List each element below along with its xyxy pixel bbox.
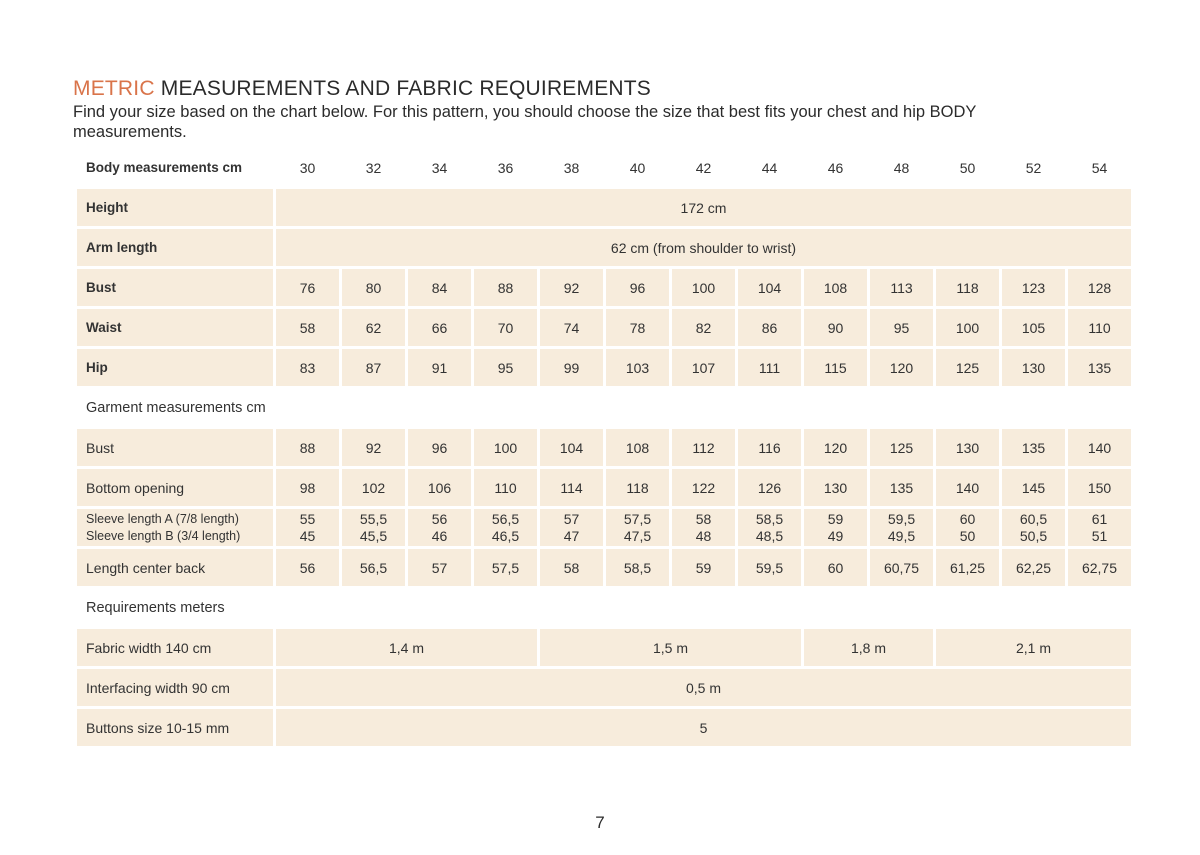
intro-text: Find your size based on the chart below. For this pattern, you should choose the size that best fits your chest and hip BODY measurements. — [73, 103, 977, 141]
garment-value-cell: 135 — [870, 469, 933, 506]
body-value-cell: 88 — [474, 269, 537, 306]
size-chart-table — [74, 146, 1134, 749]
body-value-cell: 118 — [936, 269, 999, 306]
garment-row — [77, 469, 1131, 506]
buttons-value: 5 — [276, 709, 1131, 746]
body-value-cell: 103 — [606, 349, 669, 386]
body-value-cell: 58 — [276, 309, 339, 346]
body-value-cell: 74 — [540, 309, 603, 346]
body-measurements-label: Body measurements cm — [86, 160, 243, 175]
interfacing-row — [77, 669, 1131, 706]
length-value-cell: 57,5 — [474, 549, 537, 586]
garment-value-cell: 118 — [606, 469, 669, 506]
size-header-cell: 40 — [629, 159, 646, 176]
sleeve-value-cell — [738, 509, 801, 546]
sleeve-a-value: 57 — [563, 510, 580, 527]
body-measurements-header-row — [77, 149, 1131, 186]
title-accent: METRIC — [73, 77, 155, 100]
sleeve-b-value: 45 — [299, 527, 316, 544]
garment-row-label: Bottom opening — [77, 469, 273, 506]
length-value-cell: 56 — [276, 549, 339, 586]
height-row — [77, 189, 1131, 226]
buttons-row — [77, 709, 1131, 746]
body-value-cell: 95 — [474, 349, 537, 386]
length-value-cell: 61,25 — [936, 549, 999, 586]
sleeve-a-value: 56 — [431, 510, 448, 527]
title-rest: MEASUREMENTS AND FABRIC REQUIREMENTS — [160, 77, 652, 100]
sleeve-a-value: 58,5 — [755, 510, 784, 527]
body-value-cell: 104 — [738, 269, 801, 306]
size-header-cell: 50 — [959, 159, 976, 176]
garment-value-cell: 98 — [276, 469, 339, 506]
body-row-waist — [77, 309, 1131, 346]
sleeve-a-value: 57,5 — [623, 510, 652, 527]
sleeve-b-value: 48,5 — [755, 527, 784, 544]
body-value-cell: 96 — [606, 269, 669, 306]
garment-value-cell: 112 — [672, 429, 735, 466]
body-value-cell: 105 — [1002, 309, 1065, 346]
sleeve-a-value: 59 — [827, 510, 844, 527]
sleeve-b-value: 46 — [431, 527, 448, 544]
size-header-cell: 34 — [431, 159, 448, 176]
size-header-cell: 30 — [299, 159, 316, 176]
garment-header-row — [77, 389, 1131, 426]
sleeve-value-cell — [276, 509, 339, 546]
garment-value-cell: 108 — [606, 429, 669, 466]
fabric-value-cell: 1,5 m — [540, 629, 801, 666]
length-value-cell: 62,25 — [1002, 549, 1065, 586]
garment-value-cell: 126 — [738, 469, 801, 506]
body-value-cell: 95 — [870, 309, 933, 346]
garment-value-cell: 102 — [342, 469, 405, 506]
garment-value-cell: 145 — [1002, 469, 1065, 506]
size-header-cell: 44 — [761, 159, 778, 176]
sleeve-a-value: 61 — [1091, 510, 1108, 527]
page-title — [73, 77, 651, 101]
body-value-cell: 125 — [936, 349, 999, 386]
length-value-cell: 58 — [540, 549, 603, 586]
body-value-cell: 70 — [474, 309, 537, 346]
length-value-cell: 58,5 — [606, 549, 669, 586]
body-value-cell: 86 — [738, 309, 801, 346]
body-value-cell: 107 — [672, 349, 735, 386]
body-value-cell: 99 — [540, 349, 603, 386]
fabric-label: Fabric width 140 cm — [77, 629, 273, 666]
garment-value-cell: 88 — [276, 429, 339, 466]
size-header-cell: 38 — [563, 159, 580, 176]
sleeve-length-label — [77, 509, 273, 546]
arm-length-row — [77, 229, 1131, 266]
garment-value-cell: 122 — [672, 469, 735, 506]
sleeve-value-cell — [936, 509, 999, 546]
fabric-value-cell: 2,1 m — [936, 629, 1131, 666]
sleeve-value-cell — [870, 509, 933, 546]
body-value-cell: 76 — [276, 269, 339, 306]
garment-value-cell: 116 — [738, 429, 801, 466]
sleeve-a-value: 60,5 — [1019, 510, 1048, 527]
body-value-cell: 62 — [342, 309, 405, 346]
garment-value-cell: 110 — [474, 469, 537, 506]
garment-measurements-label: Garment measurements cm — [86, 399, 266, 416]
body-row-bust — [77, 269, 1131, 306]
sleeve-b-label: Sleeve length B (3/4 length) — [86, 528, 241, 543]
garment-value-cell: 106 — [408, 469, 471, 506]
sleeve-a-value: 59,5 — [887, 510, 916, 527]
sleeve-a-value: 56,5 — [491, 510, 520, 527]
length-value-cell: 59 — [672, 549, 735, 586]
body-value-cell: 84 — [408, 269, 471, 306]
size-header-cell: 52 — [1025, 159, 1042, 176]
length-center-back-row — [77, 549, 1131, 586]
arm-length-label: Arm length — [77, 229, 273, 266]
length-value-cell: 60 — [804, 549, 867, 586]
height-label: Height — [77, 189, 273, 226]
size-header-cell: 48 — [893, 159, 910, 176]
garment-value-cell: 135 — [1002, 429, 1065, 466]
sleeve-b-value: 49 — [827, 527, 844, 544]
size-header-cell: 36 — [497, 159, 514, 176]
sleeve-b-value: 47,5 — [623, 527, 652, 544]
requirements-header-row — [77, 589, 1131, 626]
sleeve-value-cell — [672, 509, 735, 546]
height-value: 172 cm — [276, 189, 1131, 226]
body-value-cell: 80 — [342, 269, 405, 306]
body-value-cell: 113 — [870, 269, 933, 306]
body-value-cell: 100 — [672, 269, 735, 306]
body-value-cell: 128 — [1068, 269, 1131, 306]
body-value-cell: 90 — [804, 309, 867, 346]
garment-row-label: Bust — [77, 429, 273, 466]
sleeve-b-value: 46,5 — [491, 527, 520, 544]
sleeve-b-value: 51 — [1091, 527, 1108, 544]
sleeve-a-value: 58 — [695, 510, 712, 527]
body-value-cell: 108 — [804, 269, 867, 306]
interfacing-label: Interfacing width 90 cm — [77, 669, 273, 706]
size-header-cell: 54 — [1091, 159, 1108, 176]
garment-value-cell: 114 — [540, 469, 603, 506]
body-value-cell: 120 — [870, 349, 933, 386]
sleeve-a-value: 60 — [959, 510, 976, 527]
sleeve-b-value: 49,5 — [887, 527, 916, 544]
size-header-cell: 42 — [695, 159, 712, 176]
body-row-hip — [77, 349, 1131, 386]
buttons-label: Buttons size 10-15 mm — [77, 709, 273, 746]
body-value-cell: 83 — [276, 349, 339, 386]
sleeve-b-value: 50 — [959, 527, 976, 544]
garment-value-cell: 125 — [870, 429, 933, 466]
body-value-cell: 66 — [408, 309, 471, 346]
sleeve-b-value: 48 — [695, 527, 712, 544]
sleeve-value-cell — [1068, 509, 1131, 546]
sleeve-value-cell — [540, 509, 603, 546]
garment-value-cell: 96 — [408, 429, 471, 466]
garment-value-cell: 104 — [540, 429, 603, 466]
sleeve-value-cell — [804, 509, 867, 546]
fabric-row — [77, 629, 1131, 666]
sleeve-b-value: 45,5 — [359, 527, 388, 544]
length-value-cell: 60,75 — [870, 549, 933, 586]
body-value-cell: 110 — [1068, 309, 1131, 346]
body-value-cell: 115 — [804, 349, 867, 386]
body-value-cell: 135 — [1068, 349, 1131, 386]
length-value-cell: 57 — [408, 549, 471, 586]
sleeve-value-cell — [408, 509, 471, 546]
body-row-label: Waist — [77, 309, 273, 346]
size-header-cell: 32 — [365, 159, 382, 176]
sleeve-value-cell — [606, 509, 669, 546]
body-value-cell: 87 — [342, 349, 405, 386]
length-value-cell: 62,75 — [1068, 549, 1131, 586]
garment-value-cell: 140 — [1068, 429, 1131, 466]
length-value-cell: 59,5 — [738, 549, 801, 586]
garment-value-cell: 130 — [936, 429, 999, 466]
garment-value-cell: 150 — [1068, 469, 1131, 506]
body-value-cell: 130 — [1002, 349, 1065, 386]
garment-value-cell: 130 — [804, 469, 867, 506]
sleeve-value-cell — [1002, 509, 1065, 546]
sleeve-b-value: 47 — [563, 527, 580, 544]
body-value-cell: 123 — [1002, 269, 1065, 306]
body-value-cell: 92 — [540, 269, 603, 306]
body-value-cell: 111 — [738, 349, 801, 386]
sleeve-value-cell — [474, 509, 537, 546]
page-number: 7 — [595, 813, 605, 832]
body-value-cell: 100 — [936, 309, 999, 346]
size-header-cell: 46 — [827, 159, 844, 176]
garment-row — [77, 429, 1131, 466]
body-value-cell: 82 — [672, 309, 735, 346]
body-value-cell: 78 — [606, 309, 669, 346]
fabric-value-cell: 1,8 m — [804, 629, 933, 666]
sleeve-a-value: 55,5 — [359, 510, 388, 527]
sleeve-length-row — [77, 509, 1131, 546]
arm-length-value: 62 cm (from shoulder to wrist) — [276, 229, 1131, 266]
length-center-back-label: Length center back — [77, 549, 273, 586]
garment-value-cell: 140 — [936, 469, 999, 506]
sleeve-value-cell — [342, 509, 405, 546]
garment-value-cell: 120 — [804, 429, 867, 466]
length-value-cell: 56,5 — [342, 549, 405, 586]
body-value-cell: 91 — [408, 349, 471, 386]
body-row-label: Bust — [77, 269, 273, 306]
sleeve-a-label: Sleeve length A (7/8 length) — [86, 511, 239, 526]
body-row-label: Hip — [77, 349, 273, 386]
requirements-label: Requirements meters — [86, 599, 225, 616]
sleeve-b-value: 50,5 — [1019, 527, 1048, 544]
interfacing-value: 0,5 m — [276, 669, 1131, 706]
garment-value-cell: 100 — [474, 429, 537, 466]
garment-value-cell: 92 — [342, 429, 405, 466]
sleeve-a-value: 55 — [299, 510, 316, 527]
fabric-value-cell: 1,4 m — [276, 629, 537, 666]
